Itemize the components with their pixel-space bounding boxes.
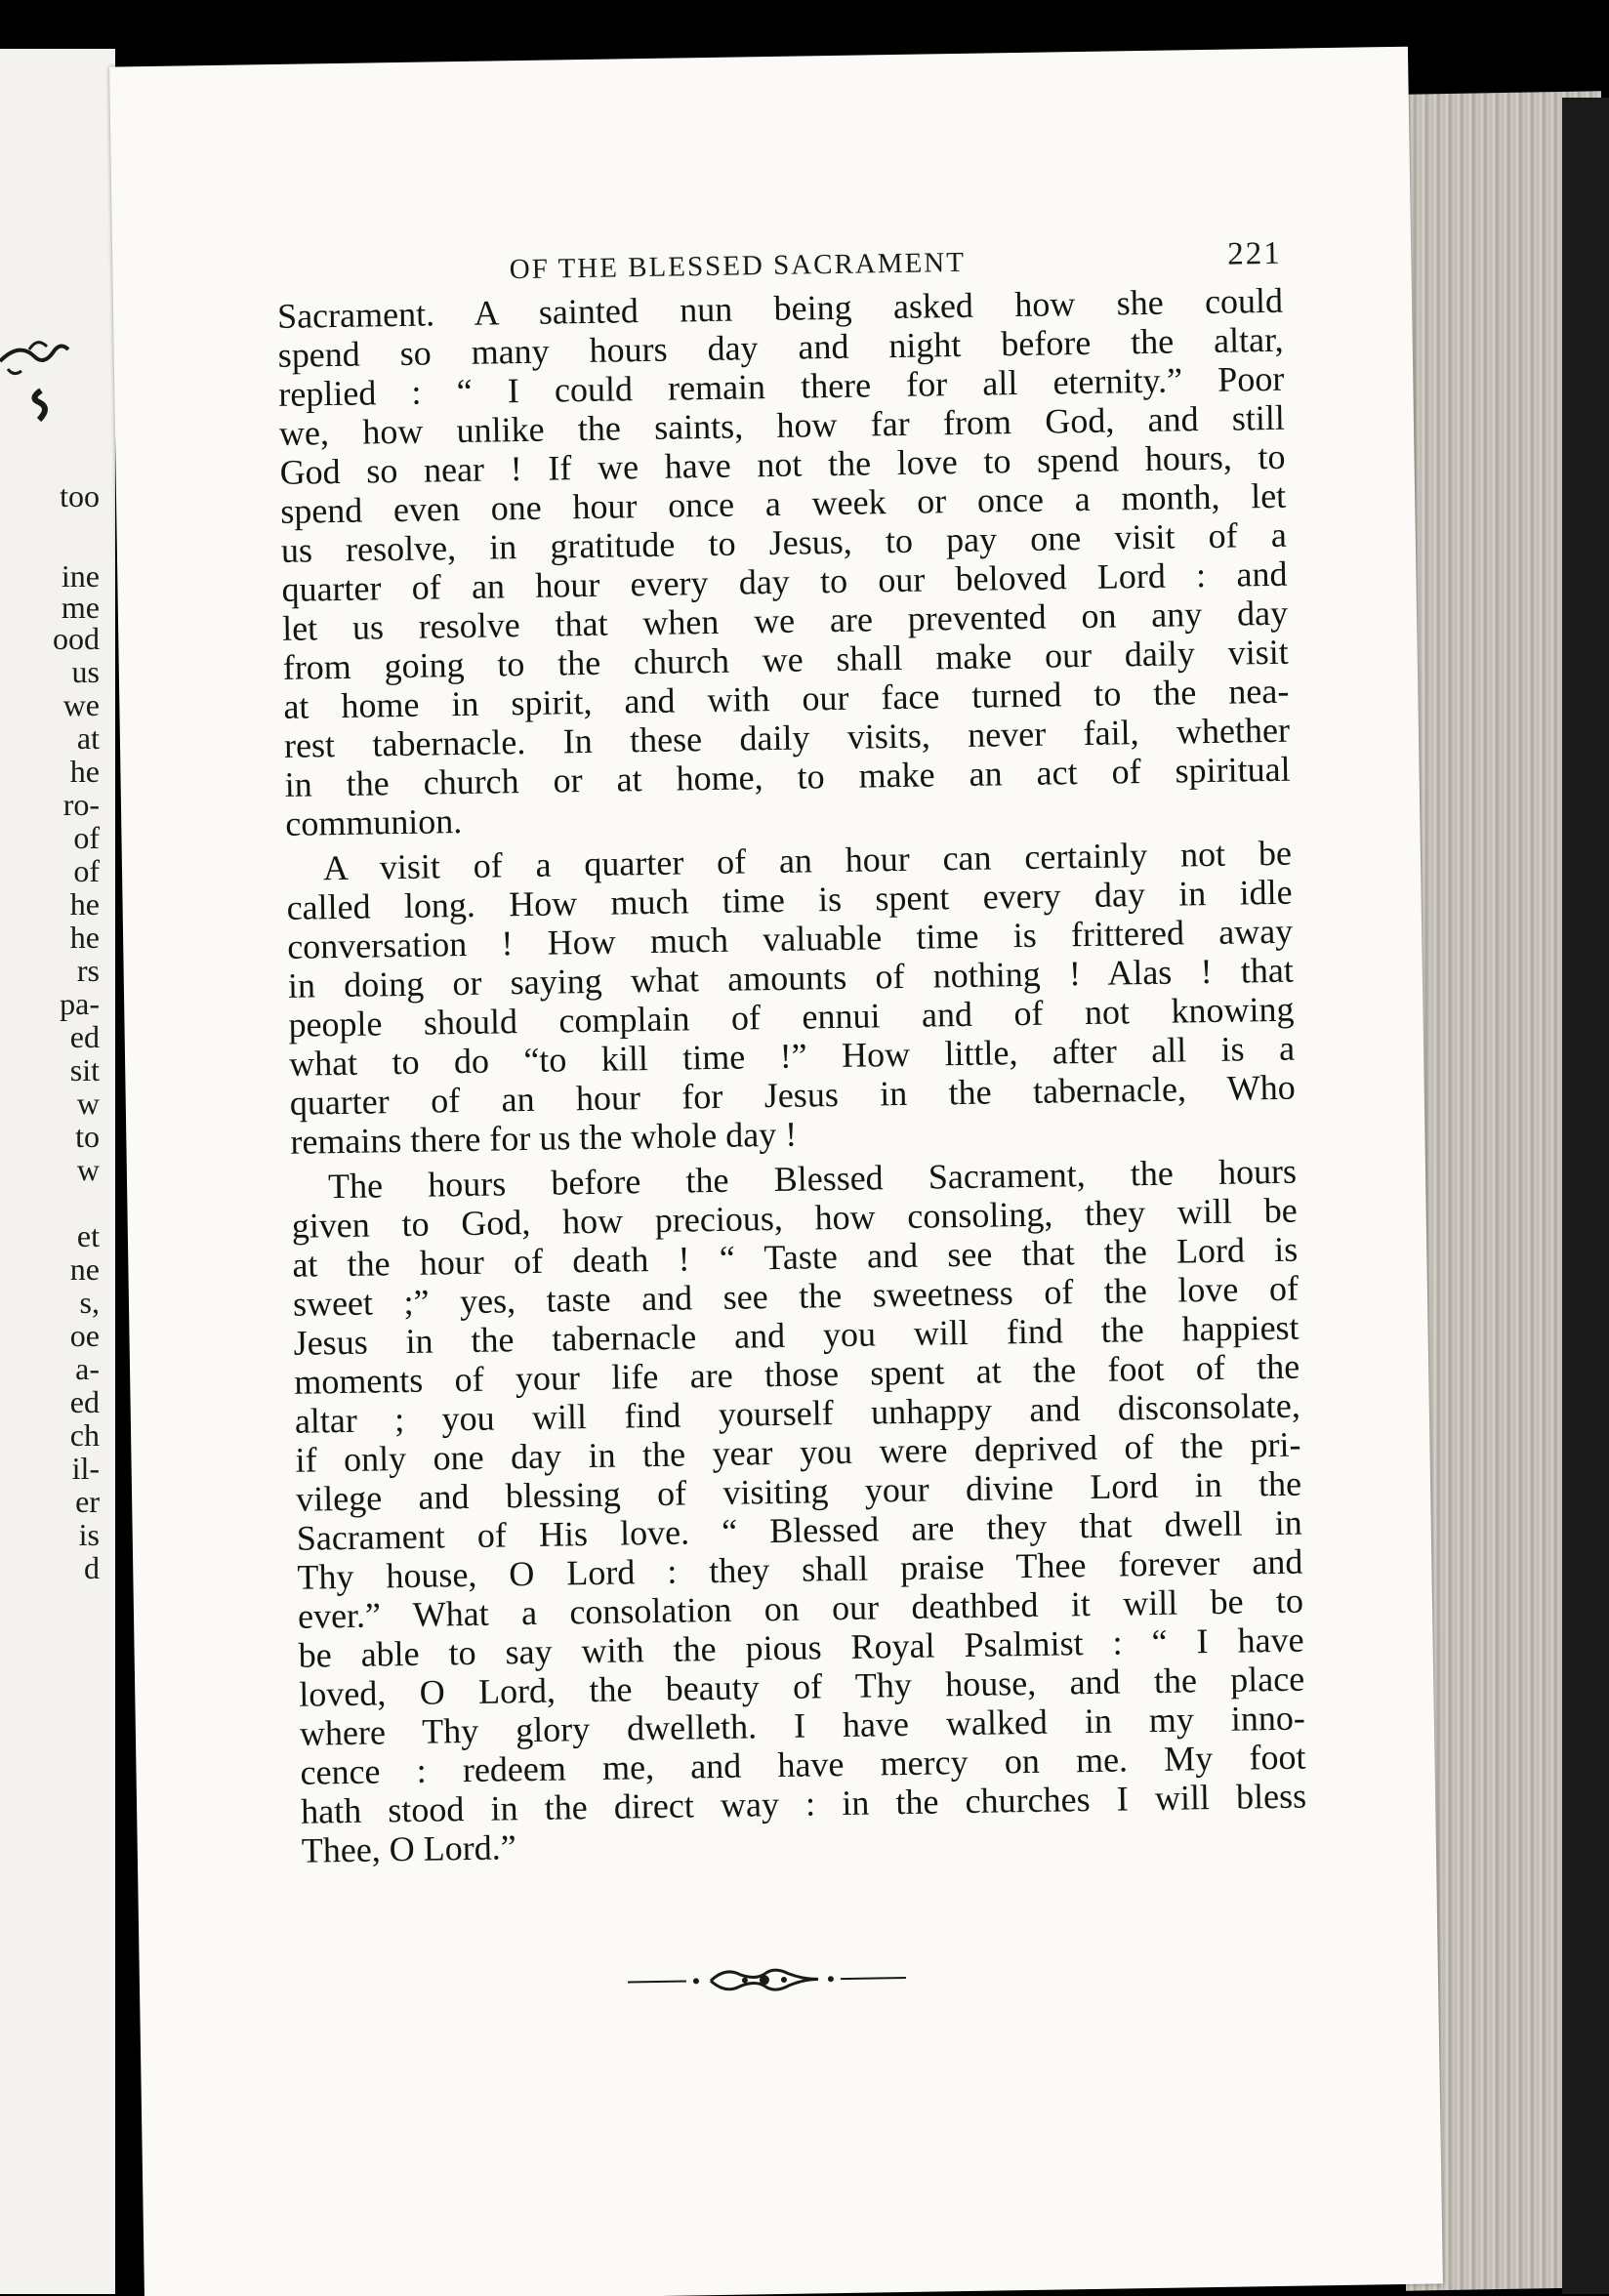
text-line: us resolve, in gratitude to Jesus, to pay one visit of a <box>280 514 1288 570</box>
left-page-ornament <box>0 312 98 430</box>
facing-page-fragment: ch <box>69 1417 100 1453</box>
facing-page-fragment: at <box>76 720 100 756</box>
text-line: called long. How much time is spent every day in idle <box>286 872 1293 927</box>
facing-page-fragment: ood <box>53 621 100 656</box>
book-cover-edge <box>1562 98 1609 2294</box>
text-line: cence : redeem me, and have mercy on me. My foot <box>300 1737 1306 1792</box>
facing-page-fragment: too <box>60 478 100 513</box>
facing-page-fragment: of <box>73 853 100 888</box>
text-line: people should complain of ennui and of not knowing <box>288 989 1295 1045</box>
text-line: given to God, how precious, how consoling, they will be <box>291 1190 1298 1246</box>
text-line: sweet ;” yes, taste and see the sweetness of the love of <box>292 1268 1300 1324</box>
text-line: rest tabernacle. In these daily visits, never fail, whether <box>283 710 1291 765</box>
text-line: altar ; you will find yourself unhappy and disconsolate, <box>294 1385 1301 1441</box>
text-line: conversation ! How much valuable time is frittered away <box>286 911 1294 966</box>
text-line: Sacrament of His love. “ Blessed are they that dwell in <box>296 1502 1302 1558</box>
text-line: God so near ! If we have not the love to spend hours, to <box>279 436 1286 492</box>
text-line: Thee, O Lord.” <box>301 1827 516 1870</box>
facing-page-fragment: il- <box>71 1451 100 1486</box>
facing-page-fragment: he <box>69 886 100 922</box>
text-line: Thy house, O Lord : they shall praise Thee forever and <box>297 1541 1303 1597</box>
text-line: Sacrament. A sainted nun being asked how she could <box>276 280 1284 336</box>
text-line: what to do “to kill time !” How little, after all is a <box>288 1028 1296 1084</box>
text-line: loved, O Lord, the beauty of Thy house, and the place <box>298 1659 1305 1714</box>
facing-page-fragment: of <box>73 820 100 855</box>
facing-page-fragment: s, <box>79 1285 100 1320</box>
text-line: replied : “ I could remain there for all eternity.” Poor <box>278 358 1285 414</box>
text-line: A visit of a quarter of an hour can certainly not be <box>322 833 1293 888</box>
text-line: remains there for us the whole day ! <box>290 1114 798 1162</box>
text-line: quarter of an hour for Jesus in the tabernacle, Who <box>289 1067 1296 1123</box>
facing-page-fragment: us <box>71 654 100 689</box>
facing-page-fragment: to <box>75 1119 100 1154</box>
text-line: ever.” What a consolation on our deathbed it will be to <box>297 1580 1304 1636</box>
facing-page-fragment: et <box>76 1218 100 1253</box>
facing-page-fragment: ed <box>69 1384 100 1419</box>
facing-page-fragment: d <box>84 1550 100 1585</box>
facing-page-fragment: ed <box>69 1019 100 1054</box>
text-line: from going to the church we shall make our daily visit <box>282 632 1289 687</box>
facing-page-fragment: ne <box>69 1251 100 1287</box>
text-line: communion. <box>284 801 463 843</box>
text-line: at home in spirit, and with our face turned to the nea- <box>283 671 1290 726</box>
text-line: moments of your life are those spent at the foot of the <box>293 1346 1300 1402</box>
page-number: 221 <box>1226 235 1283 272</box>
text-line: spend so many hours day and night before the altar, <box>277 319 1284 375</box>
text-line: Jesus in the tabernacle and you will find the happiest <box>293 1307 1300 1363</box>
running-head: OF THE BLESSED SACRAMENT <box>509 246 967 286</box>
text-line: quarter of an hour every day to our beloved Lord : and <box>281 554 1288 609</box>
text-line: hath stood in the direct way : in the churches I will bless <box>300 1776 1307 1831</box>
text-line: The hours before the Blessed Sacrament, the hours <box>327 1151 1298 1207</box>
text-line: be able to say with the pious Royal Psalmist : “ I have <box>298 1620 1304 1675</box>
facing-page <box>0 49 115 2294</box>
text-line: in the church or at home, to make an act of spiritual <box>284 749 1291 804</box>
facing-page-fragment: he <box>69 754 100 789</box>
facing-page-fragment: rs <box>76 953 100 988</box>
facing-page-fragment: er <box>75 1484 100 1519</box>
text-line: if only one day in the year you were deprived of the pri- <box>295 1424 1301 1480</box>
facing-page-fragment: he <box>69 920 100 955</box>
text-line: spend even one hour once a week or once a month, let <box>279 475 1287 531</box>
facing-page-fragment: a- <box>75 1351 100 1386</box>
text-line: let us resolve that when we are prevented on any day <box>281 593 1289 648</box>
text-line: where Thy glory dwelleth. I have walked in my inno- <box>299 1698 1306 1753</box>
facing-page-fragment: pa- <box>60 986 100 1021</box>
facing-page-fragment: w <box>76 1152 100 1187</box>
text-line: vilege and blessing of visiting your divine Lord in the <box>295 1463 1302 1519</box>
facing-page-fragment: is <box>78 1517 100 1552</box>
facing-page-fragment: w <box>76 1086 100 1121</box>
text-line: at the hour of death ! “ Taste and see that the Lord is <box>292 1229 1299 1285</box>
facing-page-fragment: sit <box>69 1052 100 1087</box>
text-line: we, how unlike the saints, how far from God, and still <box>278 397 1286 453</box>
facing-page-fragment: me <box>61 590 100 625</box>
facing-page-fragment: ine <box>61 558 100 594</box>
end-ornament <box>618 1958 912 2002</box>
facing-page-fragment: ro- <box>62 787 100 822</box>
text-line: in doing or saying what amounts of nothing ! Alas ! that <box>287 950 1295 1005</box>
body-text <box>277 281 1307 1870</box>
facing-page-fragment: we <box>62 687 100 722</box>
facing-page-fragment: oe <box>69 1318 100 1353</box>
book-page <box>109 47 1443 2296</box>
